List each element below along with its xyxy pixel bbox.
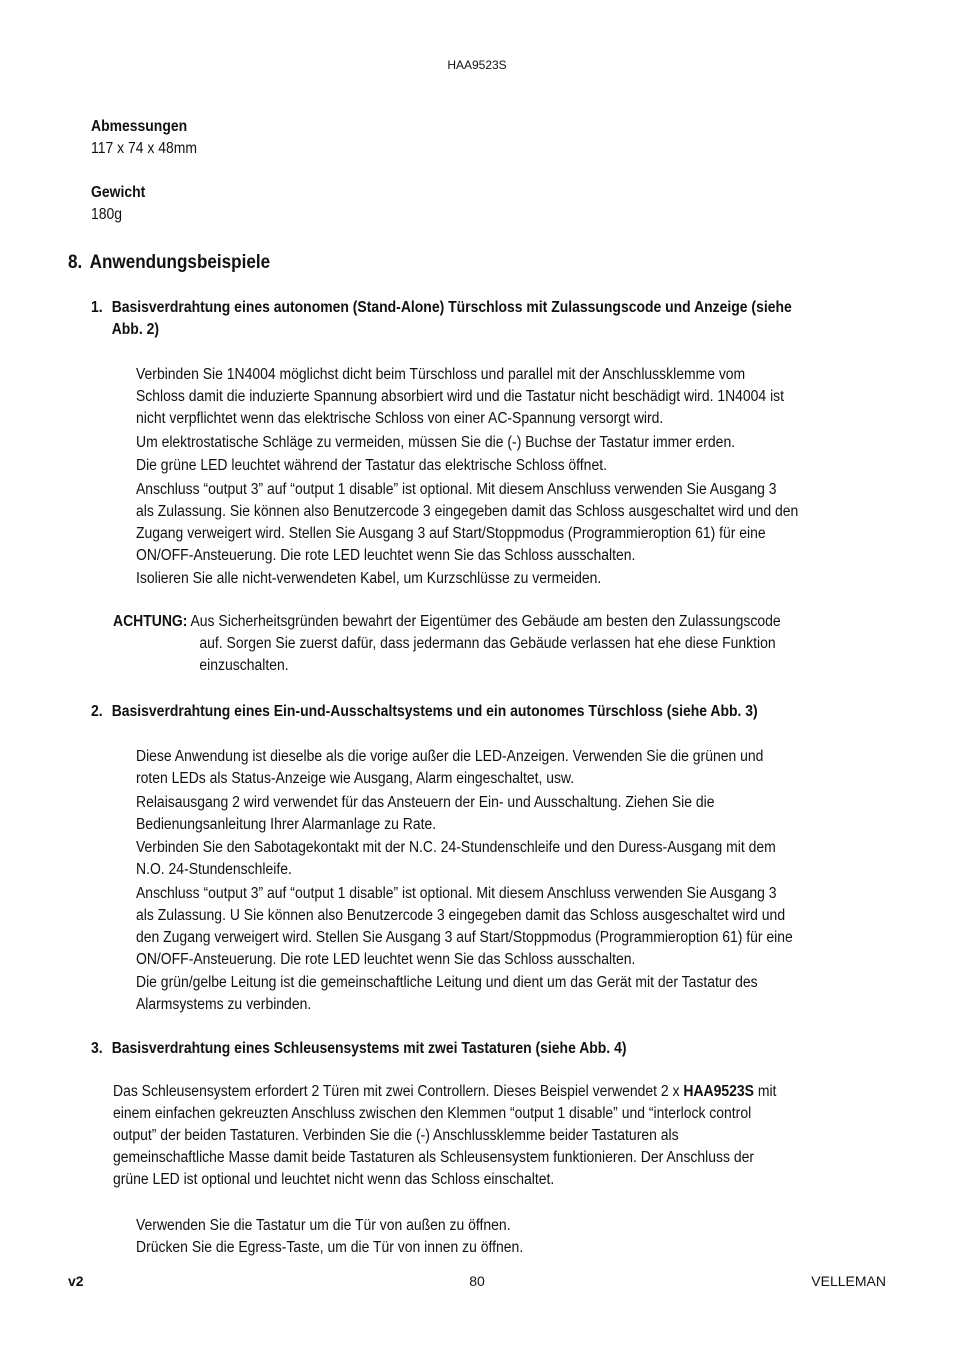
product-code: HAA9523S	[683, 1083, 754, 1100]
subsection-2-heading	[91, 701, 891, 723]
weight-spec	[91, 182, 145, 226]
paragraph-line: Um elektrostatische Schläge zu vermeiden, müssen Sie die (-) Buchse der Tastatur immer erden.	[136, 433, 736, 451]
paragraph-line: Bedienungsanleitung Ihrer Alarmanlage zu Rate.	[136, 815, 437, 833]
paragraph-line: ON/OFF-Ansteuerung. Die rote LED leuchtet wenn Sie das Schloss ausschalten.	[136, 950, 636, 968]
paragraph-line: Isolieren Sie alle nicht-verwendeten Kabel, um Kurzschlüsse zu vermeiden.	[136, 570, 602, 587]
paragraph-line: Diese Anwendung ist dieselbe als die vorige außer die LED-Anzeigen. Verwenden Sie die grünen und	[136, 748, 764, 765]
subsection-1-number: 1.	[91, 299, 103, 316]
subsection-3-intro	[113, 1081, 776, 1191]
footer-page-number: 80	[469, 1273, 485, 1289]
section-title: Anwendungsbeispiele	[89, 252, 271, 273]
header-product-code: HAA9523S	[447, 58, 507, 72]
footer-version: v2	[68, 1273, 84, 1289]
dimensions-label: Abmessungen	[91, 118, 188, 135]
paragraph-line: grüne LED ist optional und leuchtet nicht wenn das Schloss einschaltet.	[113, 1171, 555, 1188]
paragraph-line: ON/OFF-Ansteuerung. Die rote LED leuchtet wenn Sie das Schloss ausschalten.	[136, 546, 636, 564]
paragraph-line: Verbinden Sie 1N4004 möglichst dicht beim Türschloss und parallel mit der Anschlussklemme vom	[136, 366, 746, 383]
paragraph-line: Verbinden Sie den Sabotagekontakt mit der N.C. 24-Stundenschleife und den Duress-Ausgang mit dem	[136, 839, 776, 856]
paragraph-line: Schloss damit die induzierte Spannung absorbiert wird und die Tastatur nicht beschädigt wird. 1N4004 ist	[136, 388, 785, 405]
paragraph-line: Relaisausgang 2 wird verwendet für das Ansteuern der Ein- und Ausschaltung. Ziehen Sie die	[136, 793, 715, 811]
paragraph-line: gemeinschaftliche Masse damit beide Tastaturen als Schleusensystem funktionieren. Der Anschluss der	[113, 1149, 755, 1166]
subsection-1-title-line1: Basisverdrahtung eines autonomen (Stand-Alone) Türschloss mit Zulassungscode und Anzeige (siehe	[111, 299, 792, 316]
paragraph-line: als Zulassung. U Sie können also Benutzercode 3 eingegeben damit das Schloss ausgeschaltet wird und	[136, 906, 786, 924]
subsection-2-number: 2.	[91, 703, 103, 720]
warning-text-line3: einzuschalten.	[199, 657, 289, 674]
paragraph-line: output” der beiden Tastaturen. Verbinden Sie die (-) Anschlussklemme beider Tastaturen als	[113, 1127, 679, 1144]
dimensions-spec	[91, 116, 197, 160]
paragraph-line: Drücken Sie die Egress-Taste, um die Tür von innen zu öffnen.	[136, 1239, 524, 1256]
footer-brand: VELLEMAN	[811, 1273, 886, 1289]
paragraph-line: den Zugang verweigert wird. Stellen Sie Ausgang 3 auf Start/Stoppmodus (Programmieroption 61) für eine	[136, 928, 793, 946]
paragraph-line: N.O. 24-Stundenschleife.	[136, 861, 292, 878]
section-number: 8.	[68, 252, 83, 273]
warning-label: ACHTUNG:	[113, 613, 188, 630]
warning-text-line1: Aus Sicherheitsgründen bewahrt der Eigentümer des Gebäude am besten den Zulassungscode	[190, 613, 781, 630]
paragraph-line: Anschluss “output 3” auf “output 1 disable” ist optional. Mit diesem Anschluss verwenden Sie Ausgang 3	[136, 884, 777, 902]
dimensions-value: 117 x 74 x 48mm	[91, 140, 197, 157]
paragraph-line: Anschluss “output 3” auf “output 1 disable” ist optional. Mit diesem Anschluss verwenden Sie Ausgang 3	[136, 480, 777, 498]
paragraph-line: Die grüne LED leuchtet während der Tastatur das elektrische Schloss öffnet.	[136, 457, 607, 474]
paragraph-line: Alarmsystems zu verbinden.	[136, 996, 312, 1013]
subsection-2-body	[136, 746, 793, 1016]
subsection-2-title: Basisverdrahtung eines Ein-und-Ausschaltsystems und ein autonomes Türschloss (siehe Abb. 3)	[111, 703, 758, 720]
paragraph-line: Die grün/gelbe Leitung ist die gemeinschaftliche Leitung und dient um das Gerät mit der Tastatur des	[136, 974, 758, 991]
subsection-3-title: Basisverdrahtung eines Schleusensystems mit zwei Tastaturen (siehe Abb. 4)	[111, 1040, 627, 1057]
weight-value: 180g	[91, 206, 123, 223]
warning-text-line2: auf. Sorgen Sie zuerst dafür, dass jedermann das Gebäude verlassen hat ehe diese Funktion	[199, 635, 776, 652]
intro-text: mit	[753, 1083, 777, 1100]
subsection-3-number: 3.	[91, 1040, 103, 1057]
intro-text: Das Schleusensystem erfordert 2 Türen mit zwei Controllern. Dieses Beispiel verwendet 2 x	[113, 1083, 684, 1100]
paragraph-line: Zugang verweigert wird. Stellen Sie Ausgang 3 auf Start/Stoppmodus (Programmieroption 61) für eine	[136, 524, 766, 542]
paragraph-line: Verwenden Sie die Tastatur um die Tür von außen zu öffnen.	[136, 1217, 511, 1234]
subsection-3-body	[136, 1215, 523, 1259]
warning-note	[113, 611, 781, 677]
paragraph-line: nicht verpflichtet wenn das elektrische Schloss von einer AC-Spannung versorgt wird.	[136, 410, 664, 427]
paragraph-line: einem einfachen gekreuzten Anschluss zwischen den Klemmen “output 1 disable” und “interlock control	[113, 1105, 752, 1122]
paragraph-line: als Zulassung. Sie können also Benutzercode 3 eingegeben damit das Schloss ausgeschaltet wird und den	[136, 502, 799, 520]
subsection-1-body	[136, 364, 798, 590]
paragraph-line: roten LEDs als Status-Anzeige wie Ausgang, Alarm eingeschaltet, usw.	[136, 770, 575, 787]
subsection-1-title-line2: Abb. 2)	[111, 321, 159, 338]
paragraph-line	[113, 1081, 776, 1103]
weight-label: Gewicht	[91, 184, 146, 201]
subsection-3-heading	[91, 1038, 891, 1060]
subsection-1-heading	[91, 297, 891, 341]
section-heading	[68, 250, 270, 276]
